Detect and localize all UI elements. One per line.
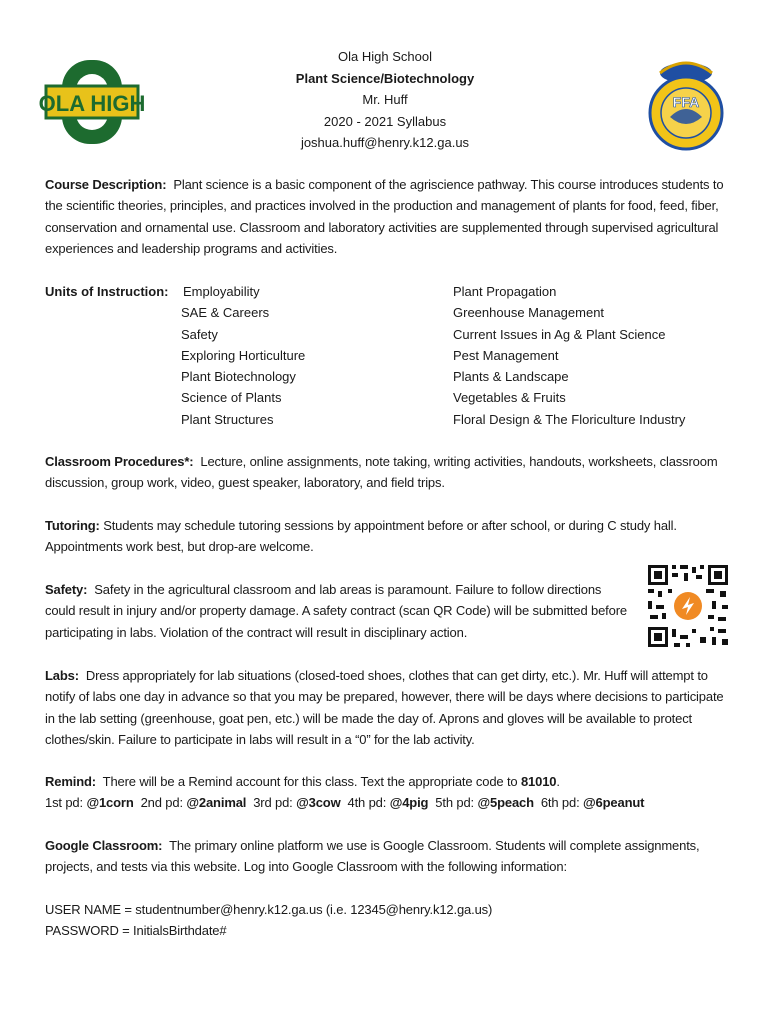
unit-item: Floral Design & The Floriculture Industry [453, 411, 686, 427]
remind-text: There will be a Remind account for this class. Text the appropriate code to [102, 774, 518, 789]
remind-number: 81010 [520, 774, 557, 789]
remind-code: @3cow [296, 795, 341, 811]
unit-item: Current Issues in Ag & Plant Science [453, 326, 666, 342]
ola-high-logo-text: OLA HIGH [38, 91, 146, 116]
period-label: 6th pd: [540, 795, 580, 811]
school-name: Ola High School [338, 49, 432, 64]
units-right-list [453, 281, 685, 430]
course-description-section [45, 174, 735, 259]
remind-label: Remind: [45, 774, 96, 789]
unit-item: Employability [183, 284, 260, 299]
period-label: 1st pd: [45, 795, 83, 811]
ffa-emblem-text: FFA [672, 94, 700, 110]
remind-section [45, 771, 735, 814]
unit-item: Plant Biotechnology [181, 369, 296, 385]
period-label: 4th pd: [347, 795, 387, 811]
safety-section [45, 579, 635, 643]
username-line: USER NAME = studentnumber@henry.k12.ga.us (i.e. 12345@henry.k12.ga.us) [45, 902, 493, 917]
tutoring-label: Tutoring: [45, 518, 100, 533]
unit-item: Plant Propagation [453, 284, 557, 299]
unit-item: SAE & Careers [181, 305, 270, 321]
procedures-section [45, 451, 735, 494]
unit-item: Pest Management [453, 347, 559, 363]
login-info-section [45, 899, 735, 942]
course-title: Plant Science/Biotechnology [295, 70, 475, 86]
course-description-label: Course Description: [45, 177, 167, 192]
remind-code: @1corn [86, 795, 134, 811]
syllabus-header [0, 46, 770, 154]
unit-item: Safety [181, 326, 218, 342]
procedures-label: Classroom Procedures*: [45, 454, 194, 469]
tutoring-section [45, 515, 735, 558]
password-line: PASSWORD = InitialsBirthdate# [45, 923, 227, 939]
course-description-text: Plant science is a basic component of the agriscience pathway. This course introduces students to the scientific theories, principles, and practices involved in the production and management of plants for food, feed, fiber, conservation and ornamental use. Classroom and laboratory activities are supplemented through supervised agricultural experiences and leadership programs and activities. [45, 177, 724, 256]
unit-item: Science of Plants [181, 390, 282, 406]
labs-text: Dress appropriately for lab situations (closed-toed shoes, clothes that can get dirty, etc.). Mr. Huff will attempt to notify of labs one day in advance so that you may be prepared, however, there will be days where decisions to participate in the lab setting (greenhouse, goat pen, etc.) will be made the day of. Aprons and gloves will be available to protect clothes/skin. Failure to participate in labs will result in a “0” for the lab activity. [45, 668, 724, 747]
remind-code: @5peach [477, 795, 534, 811]
unit-item: Greenhouse Management [453, 305, 605, 321]
unit-item: Plants & Landscape [453, 369, 569, 385]
unit-item: Plant Structures [181, 411, 274, 427]
google-classroom-section [45, 835, 735, 878]
labs-section [45, 665, 735, 750]
teacher-email[interactable]: joshua.huff@henry.k12.ga.us [300, 135, 470, 150]
units-left-list [181, 281, 305, 430]
remind-code: @2animal [186, 795, 247, 811]
units-label: Units of Instruction: [45, 284, 169, 299]
safety-text: Safety in the agricultural classroom and lab areas is paramount. Failure to follow directions could result in injury and/or property damage. A safety contract (scan QR Code) will be submitted before participating in labs. Violation of the contract will result in disciplinary action. [45, 582, 627, 640]
unit-item: Vegetables & Fruits [453, 390, 566, 406]
labs-label: Labs: [45, 668, 79, 683]
period-label: 2nd pd: [140, 795, 183, 811]
remind-period: . [556, 774, 560, 789]
procedures-text: Lecture, online assignments, note taking, writing activities, handouts, worksheets, classroom discussion, group work, video, guest speaker, laboratory, and field trips. [45, 454, 718, 491]
safety-label: Safety: [45, 582, 88, 597]
remind-codes-line [45, 792, 735, 813]
remind-code: @6peanut [583, 795, 645, 811]
google-classroom-text: The primary online platform we use is Google Classroom. Students will complete assignments, projects, and tests via this website. Log into Google Classroom with the following information: [45, 838, 700, 875]
safety-contract-qr-code[interactable] [646, 563, 730, 649]
remind-code: @4pig [389, 795, 429, 811]
period-label: 5th pd: [435, 795, 474, 811]
teacher-name: Mr. Huff [362, 92, 408, 107]
unit-item: Exploring Horticulture [181, 347, 306, 363]
tutoring-text: Students may schedule tutoring sessions by appointment before or after school, or during C study hall. Appointments work best, but drop-are welcome. [45, 518, 677, 555]
school-year: 2020 - 2021 Syllabus [323, 113, 447, 129]
period-label: 3rd pd: [253, 795, 293, 811]
google-classroom-label: Google Classroom: [45, 838, 163, 853]
